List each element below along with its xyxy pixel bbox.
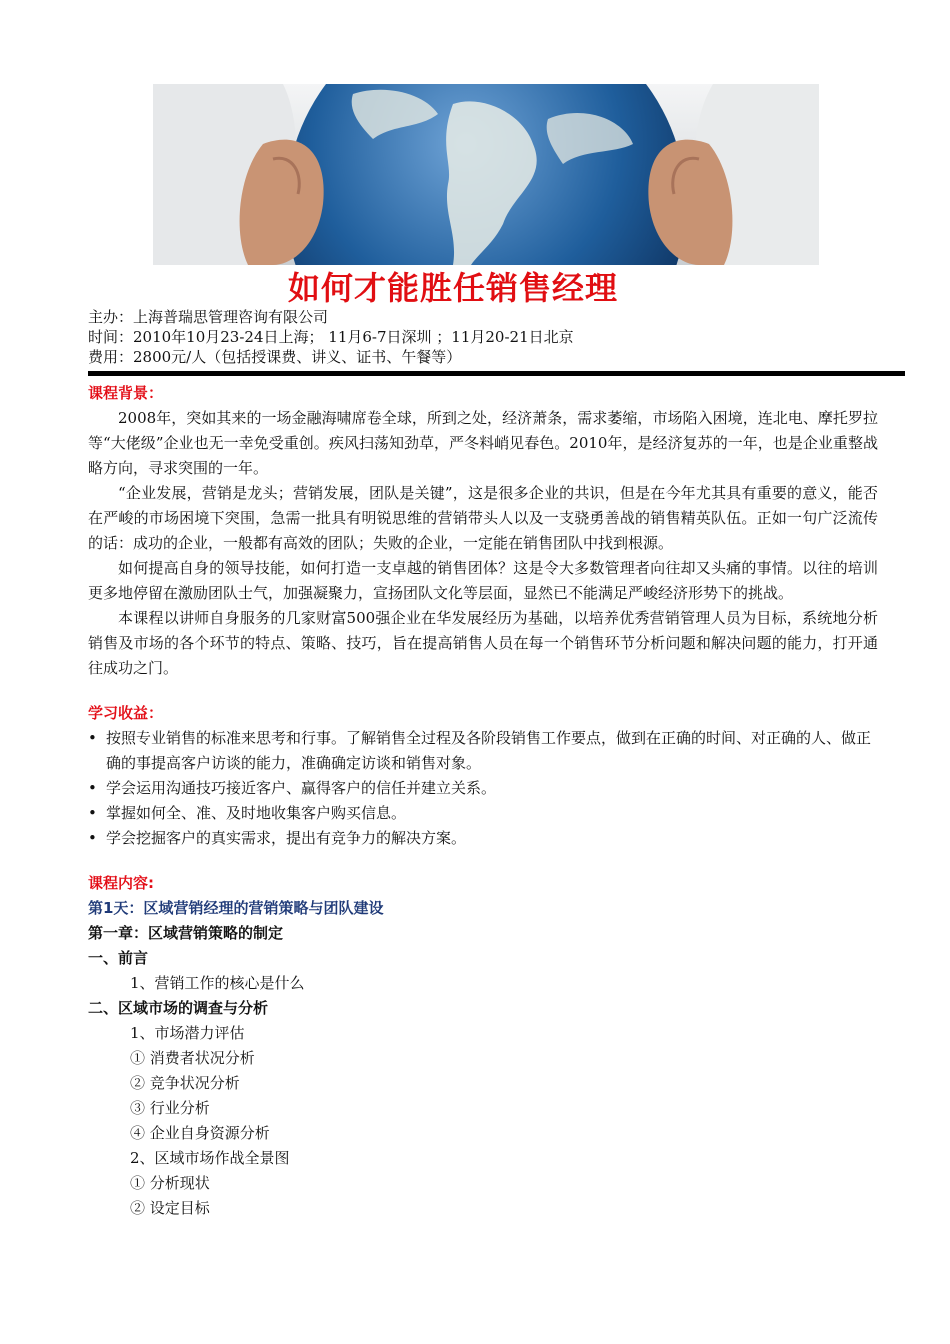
benefits-list	[88, 726, 878, 851]
bullet-icon: •	[88, 729, 97, 747]
list-item: • 学会运用沟通技巧接近客户、赢得客户的信任并建立关系。	[88, 776, 878, 801]
section-heading: 二、区域市场的调查与分析	[88, 999, 269, 1017]
list-item: • 掌握如何全、准、及时地收集客户购买信息。	[88, 801, 878, 826]
benefits-heading: 学习收益：	[88, 704, 164, 722]
globe-in-hands-illustration	[153, 84, 819, 265]
fee-line: 费用：2800元/人（包括授课费、讲义、证书、午餐等）	[88, 348, 462, 366]
outline-item: 1、市场潜力评估	[130, 1024, 245, 1042]
background-paragraph: 本课程以讲师自身服务的几家财富500强企业在华发展经历为基础，以培养优秀营销管理人员为目标，系统地分析销售及市场的各个环节的特点、策略、技巧，旨在提高销售人员在每一个销售环节分析问题和解决问题的能力，打开通往成功之门。	[88, 609, 878, 677]
background-paragraph: “企业发展，营销是龙头；营销发展，团队是关键”，这是很多企业的共识，但是在今年尤其具有重要的意义，能否在严峻的市场困境下突围，急需一批具有明锐思维的营销带头人以及一支骁勇善战的销售精英队伍。正如一句广泛流传的话：成功的企业，一般都有高效的团队；失败的企业，一定能在销售团队中找到根源。	[88, 484, 878, 552]
background-heading: 课程背景：	[88, 384, 164, 402]
outline-item: 1、营销工作的核心是什么	[130, 974, 305, 992]
bullet-icon: •	[88, 779, 97, 797]
course-heading: 课程内容:	[88, 874, 154, 892]
list-item: • 学会挖掘客户的真实需求，提出有竞争力的解决方案。	[88, 826, 878, 851]
banner-image	[153, 84, 819, 265]
bullet-icon: •	[88, 829, 97, 847]
outline-item: ① 消费者状况分析	[130, 1049, 255, 1067]
section-heading: 一、前言	[88, 949, 149, 967]
organizer-line: 主办：上海普瑞思管理咨询有限公司	[88, 308, 329, 326]
background-paragraph: 2008年，突如其来的一场金融海啸席卷全球，所到之处，经济萧条，需求萎缩，市场陷入困境，连北电、摩托罗拉等“大佬级”企业也无一幸免受重创。疾风扫荡知劲草，严冬料峭见春色。2010年，是经济复苏的一年，也是企业重整战略方向，寻求突围的一年。	[88, 409, 878, 477]
document-title: 如何才能胜任销售经理	[288, 269, 619, 307]
header-divider	[88, 371, 905, 376]
list-item: • 按照专业销售的标准来思考和行事。了解销售全过程及各阶段销售工作要点，做到在正确的时间、对正确的人、做正确的事提高客户访谈的能力，准确确定访谈和销售对象。	[88, 726, 878, 776]
day-heading: 第1天：区域营销经理的营销策略与团队建设	[88, 899, 384, 917]
outline-item: ① 分析现状	[130, 1174, 210, 1192]
schedule-line: 时间：2010年10月23-24日上海； 11月6-7日深圳 ；11月20-21日北京	[88, 328, 574, 346]
outline-item: 2、区域市场作战全景图	[130, 1149, 290, 1167]
background-paragraph: 如何提高自身的领导技能，如何打造一支卓越的销售团体？这是令大多数管理者向往却又头痛的事情。以往的培训更多地停留在激励团队士气，加强凝聚力，宣扬团队文化等层面，显然已不能满足严峻经济形势下的挑战。	[88, 559, 878, 602]
outline-item: ④ 企业自身资源分析	[130, 1124, 270, 1142]
outline-item: ② 设定目标	[130, 1199, 210, 1217]
outline-item: ③ 行业分析	[130, 1099, 210, 1117]
bullet-icon: •	[88, 804, 97, 822]
outline-item: ② 竞争状况分析	[130, 1074, 240, 1092]
chapter-heading: 第一章：区域营销策略的制定	[88, 924, 284, 942]
document-body	[88, 381, 878, 1221]
